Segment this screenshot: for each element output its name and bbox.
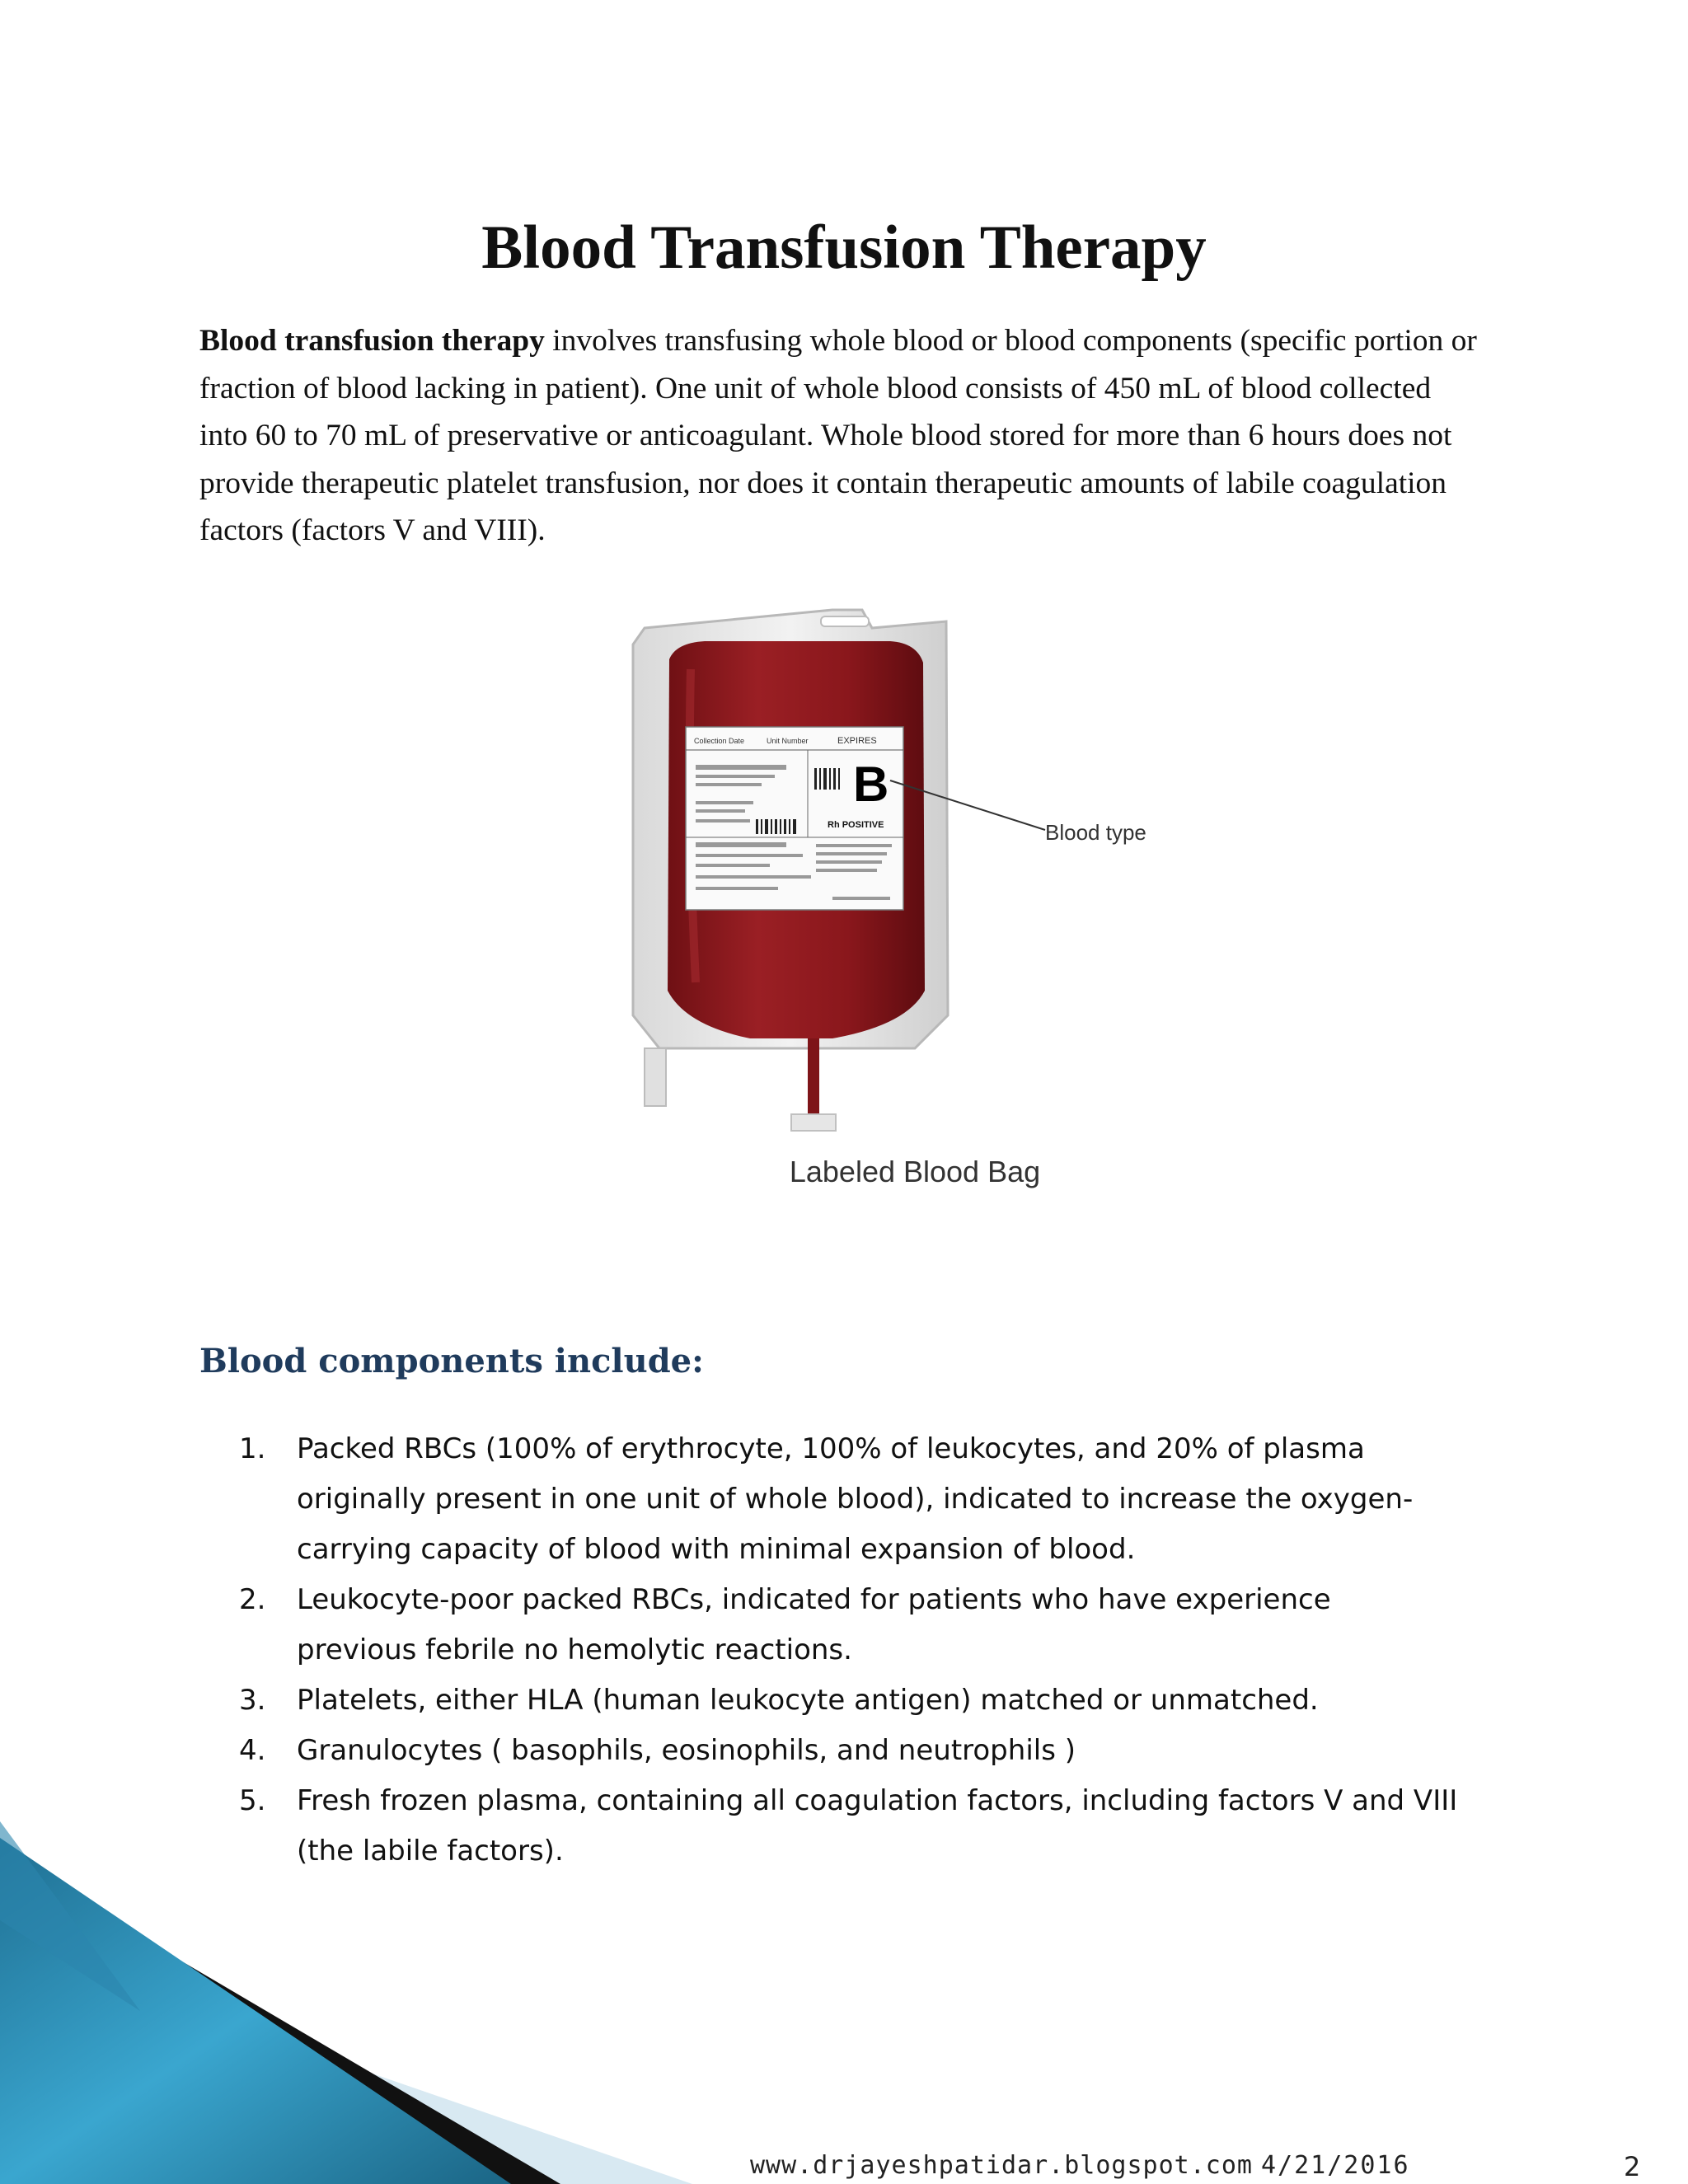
list-item-number: 3. — [239, 1684, 266, 1717]
list-item-text: Granulocytes ( basophils, eosinophils, and neutrophils ) — [297, 1734, 1076, 1767]
list-item — [239, 1675, 1459, 1726]
blood-type-callout: Blood type — [1045, 820, 1146, 845]
intro-bold-lead: Blood transfusion therapy — [199, 324, 545, 358]
list-item-number: 5. — [239, 1784, 266, 1817]
bag-hang-slot — [821, 616, 869, 626]
page-title: Blood Transfusion Therapy — [481, 213, 1207, 282]
list-item — [239, 1726, 1459, 1776]
components-list — [239, 1424, 1459, 1877]
list-item-number: 2. — [239, 1583, 266, 1616]
intro-paragraph — [199, 317, 1485, 555]
outlet-port-clamp — [791, 1114, 836, 1131]
list-item-text: Leukocyte-poor packed RBCs, indicated for patients who have experience previous febrile no hemolytic reactions. — [297, 1583, 1331, 1666]
list-item-number: 1. — [239, 1432, 266, 1465]
footer-page-number: 2 — [1624, 2151, 1641, 2182]
figure-caption: Labeled Blood Bag — [789, 1155, 1041, 1188]
list-item-text: Packed RBCs (100% of erythrocyte, 100% of leukocytes, and 20% of plasma originally present in one unit of whole blood), indicated to increase the oxygen-carrying capacity of blood with minimal expansion of blood. — [297, 1432, 1414, 1566]
list-item-text: Fresh frozen plasma, containing all coagulation factors, including factors V and VIII (the labile factors). — [297, 1784, 1458, 1868]
blood-bag-illustration — [626, 603, 1220, 1209]
corner-decoration — [0, 1821, 692, 2184]
list-item — [239, 1575, 1459, 1675]
footer-url: www.drjayeshpatidar.blogspot.com — [750, 2151, 1253, 2180]
footer-date: 4/21/2016 — [1261, 2151, 1410, 2180]
blood-type-letter: B — [853, 757, 889, 812]
outlet-port-left — [645, 1048, 666, 1106]
label-collection-date: Collection Date — [694, 737, 745, 745]
list-item-text: Platelets, either HLA (human leukocyte antigen) matched or unmatched. — [297, 1684, 1319, 1717]
label-unit-number: Unit Number — [767, 737, 809, 745]
blood-label — [686, 727, 903, 910]
blood-bag-figure — [626, 603, 1220, 1209]
list-item-number: 4. — [239, 1734, 266, 1767]
components-heading: Blood components include: — [199, 1342, 704, 1380]
label-expires: EXPIRES — [837, 736, 877, 746]
intro-text: involves transfusing whole blood or blood components (specific portion or fraction of blood lacking in patient). One unit of whole blood consists of 450 mL of blood collected into 60 to 70 mL of preservative or anticoagulant. Whole blood stored for more than 6 hours does not provide therapeutic platelet transfusion, nor does it contain therapeutic amounts of labile coagulation factors (factors V and VIII). — [199, 324, 1477, 547]
list-item — [239, 1424, 1459, 1575]
rh-factor: Rh POSITIVE — [828, 820, 884, 830]
